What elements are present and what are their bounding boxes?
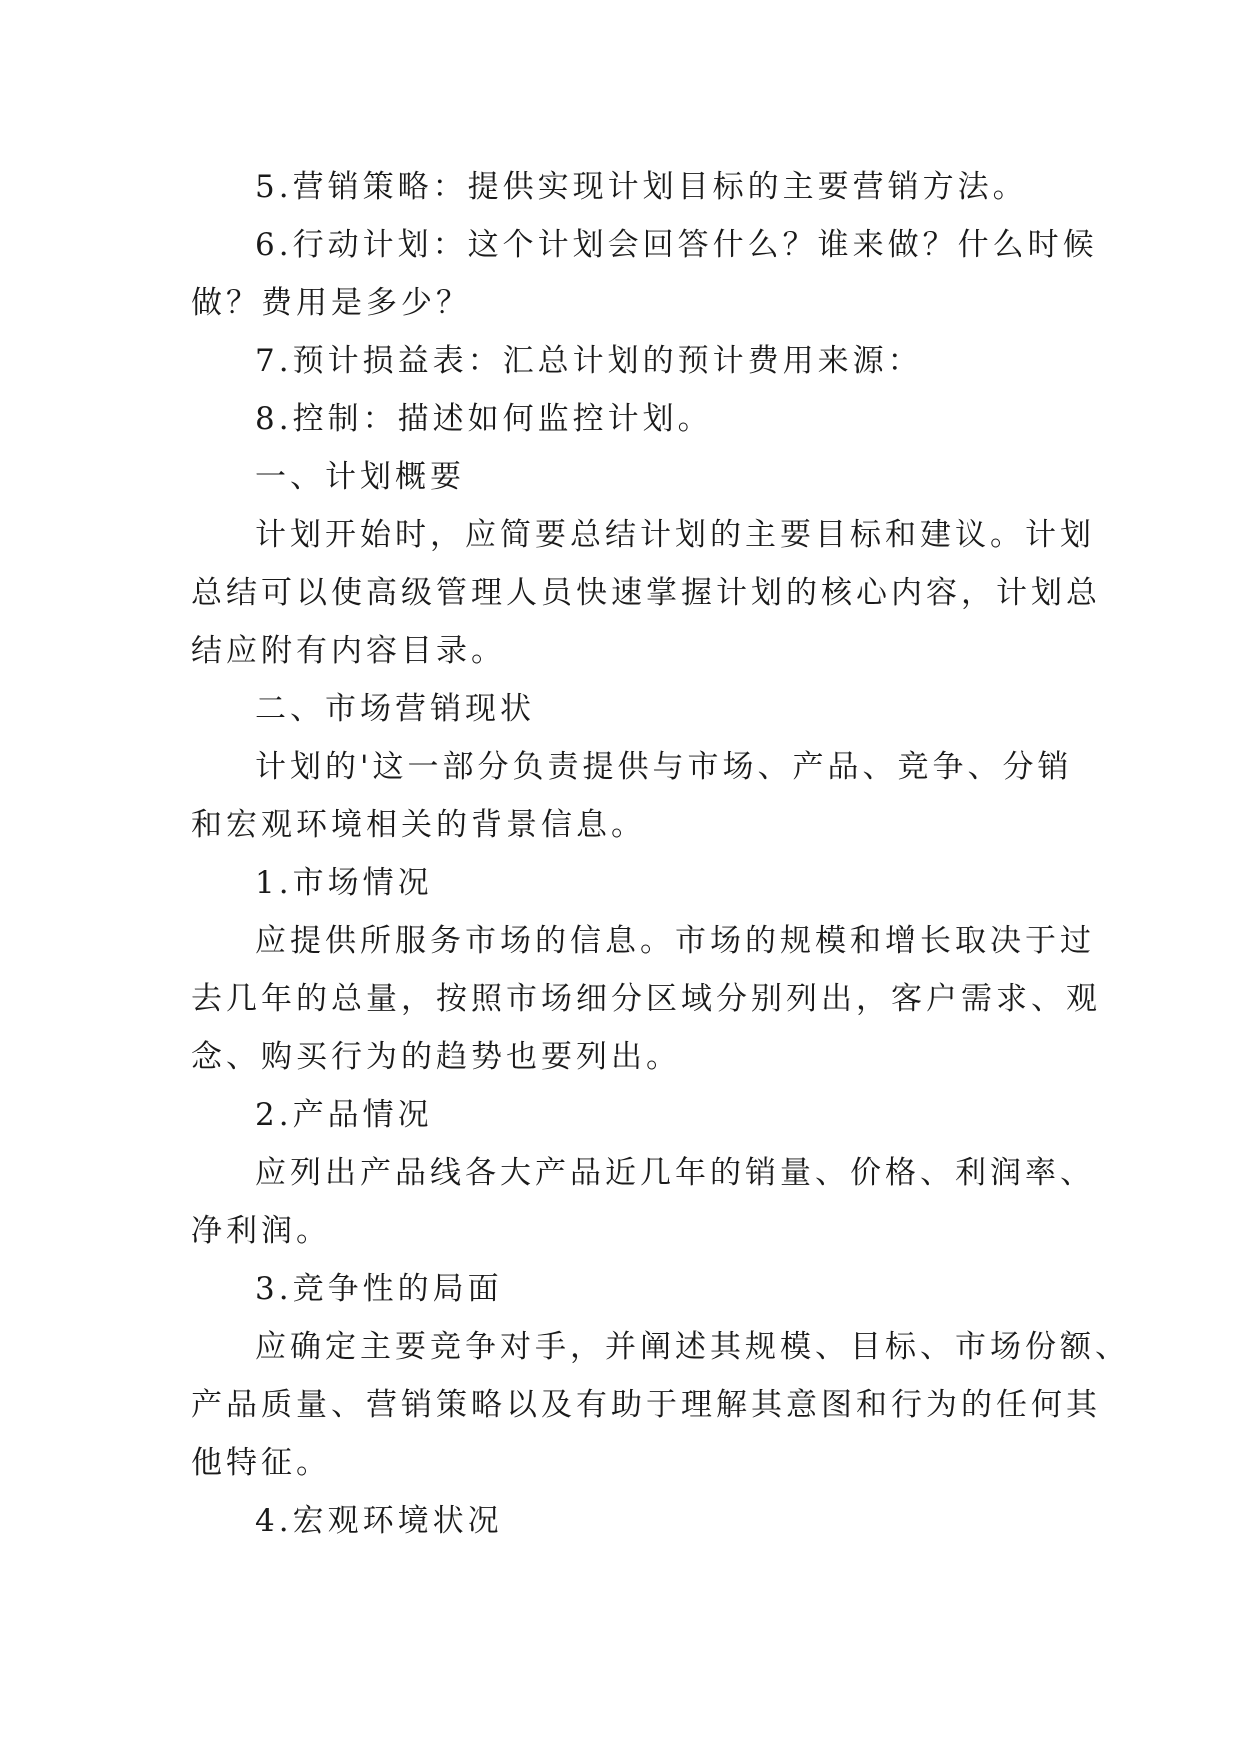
subsection-heading: 2.产品情况 (255, 1097, 433, 1133)
text-line: 应列出产品线各大产品近几年的销量、价格、利润率、 (255, 1155, 1095, 1191)
text-line: 他特征。 (191, 1445, 331, 1481)
text-line: 应确定主要竞争对手，并阐述其规模、目标、市场份额、 (255, 1329, 1130, 1365)
subsection-heading: 4.宏观环境状况 (255, 1503, 503, 1539)
text-line: 去几年的总量，按照市场细分区域分别列出，客户需求、观 (191, 981, 1101, 1017)
text-line: 结应附有内容目录。 (191, 633, 506, 669)
text-line: 7.预计损益表：汇总计划的预计费用来源： (255, 343, 923, 379)
text-line: 产品质量、营销策略以及有助于理解其意图和行为的任何其 (191, 1387, 1101, 1423)
text-line: 计划开始时，应简要总结计划的主要目标和建议。计划 (255, 517, 1095, 553)
section-heading: 一、计划概要 (255, 459, 465, 495)
text-line: 6.行动计划：这个计划会回答什么？谁来做？什么时候 (255, 227, 1098, 263)
text-line: 总结可以使高级管理人员快速掌握计划的核心内容，计划总 (191, 575, 1101, 611)
text-line: 应提供所服务市场的信息。市场的规模和增长取决于过 (255, 923, 1095, 959)
text-line: 5.营销策略：提供实现计划目标的主要营销方法。 (255, 169, 1028, 205)
section-heading: 二、市场营销现状 (255, 691, 535, 727)
text-line: 净利润。 (191, 1213, 331, 1249)
text-line: 和宏观环境相关的背景信息。 (191, 807, 646, 843)
text-line: 做？费用是多少？ (191, 285, 471, 321)
text-line: 念、购买行为的趋势也要列出。 (191, 1039, 681, 1075)
text-line: 计划的'这一部分负责提供与市场、产品、竞争、分销 (255, 749, 1073, 785)
subsection-heading: 1.市场情况 (255, 865, 433, 901)
subsection-heading: 3.竞争性的局面 (255, 1271, 503, 1307)
text-line: 8.控制：描述如何监控计划。 (255, 401, 713, 437)
